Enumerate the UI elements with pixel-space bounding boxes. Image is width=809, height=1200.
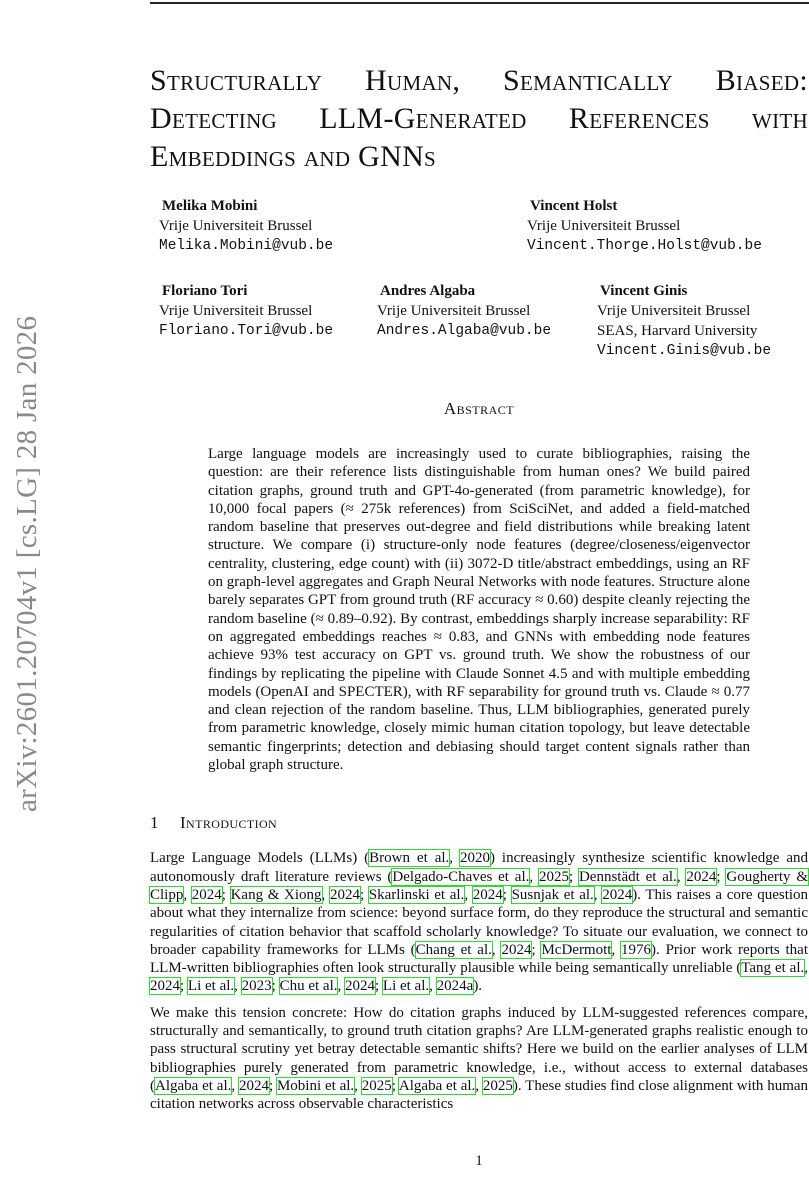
citation-link[interactable]: McDermott: [541, 941, 612, 958]
author-block: [597, 281, 771, 361]
paragraph-text: ;: [268, 1077, 277, 1094]
citation-link[interactable]: 2024: [238, 1077, 269, 1094]
paragraph-text: ;: [391, 1077, 399, 1094]
paragraph-text: ;: [271, 978, 280, 995]
author-block: [159, 196, 333, 256]
arxiv-stamp: arXiv:2601.20704v1 [cs.LG] 28 Jan 2026: [11, 315, 43, 812]
paragraph-text: ,: [231, 1077, 239, 1094]
section-title: Introduction: [180, 813, 278, 833]
citation-link[interactable]: Susnjak et al.: [511, 886, 594, 903]
author-affiliation: SEAS, Harvard University: [597, 323, 758, 339]
paragraph-text: ) increasingly synthesize scientific knowledge and autonomously draft literature reviews (: [150, 850, 808, 885]
citation-link[interactable]: Dennstädt et al.: [578, 868, 677, 885]
paragraph-text: ;: [180, 978, 188, 995]
intro-paragraph: [150, 849, 808, 995]
citation-link[interactable]: 2024: [686, 868, 717, 885]
paragraph-text: ,: [429, 978, 437, 995]
paragraph-text: We make this tension concrete: How do citation graphs induced by LLM-suggested references compare, structurally and semantically, to ground truth citation graphs? Are LLM-generated graphs realistic enough to pass structural scrutiny yet betray detectable semantic shifts? Here we build on the earlier analyses of LLM bibliographies purely generated from parametric knowledge, i.e., without access to external databases (: [150, 1004, 808, 1094]
author-name: Andres Algaba: [380, 283, 476, 299]
citation-link[interactable]: Gougherty & Clipp: [150, 868, 809, 903]
main-flow: [150, 398, 808, 1170]
citation-link[interactable]: 2024a: [436, 978, 474, 995]
paragraph-text: Large Language Models (LLMs) (: [150, 850, 370, 867]
citation-link[interactable]: Chu et al.: [279, 978, 338, 995]
author-name: Floriano Tori: [162, 283, 248, 299]
paragraph-text: ;: [568, 868, 579, 885]
paragraph-text: ,: [804, 960, 808, 977]
author-email[interactable]: Melika.Mobini@vub.be: [159, 238, 334, 254]
citation-link[interactable]: 2023: [241, 978, 272, 995]
paper-title: [150, 62, 808, 176]
author-email[interactable]: Floriano.Tori@vub.be: [159, 323, 334, 339]
paragraph-text: ). This raises a core question about what they internalize from science: beyond surface form, do they reproduce the structural and semantic regularities of citation behavior that scaffold scholarly knowledge? To situate our evaluation, we connect to broader capability frameworks for LLMs (: [150, 886, 809, 958]
paragraph-text: ;: [716, 868, 727, 885]
citation-link[interactable]: Li et al.: [187, 978, 235, 995]
author-name: Vincent Holst: [530, 198, 618, 214]
paragraph-text: ).: [473, 978, 483, 995]
paragraph-text: ;: [374, 978, 383, 995]
citation-link[interactable]: 2025: [538, 868, 569, 885]
paragraph-text: ,: [464, 886, 473, 903]
paragraph-text: ;: [221, 886, 231, 903]
citation-link[interactable]: Skarlinski et al.: [368, 886, 465, 903]
citation-link[interactable]: 2024: [191, 886, 222, 903]
citation-link[interactable]: Mobini et al.: [276, 1077, 355, 1094]
citation-link[interactable]: 2025: [482, 1077, 513, 1094]
author-email[interactable]: Vincent.Thorge.Holst@vub.be: [527, 238, 762, 254]
paragraph-text: ,: [449, 850, 460, 867]
paragraph-text: ,: [234, 978, 242, 995]
abstract-text: Large language models are increasingly used to curate bibliographies, raising the question: are their reference lists distinguishable from human ones? We build paired citation graphs, ground truth and GPT-4o-generated (from parametric knowledge), for 10,000 focal papers (≈ 275k references) from SciSciNet, and added a field-matched random baseline that preserves out-degree and field distributions while breaking latent structure. We compare (i) structure-only node features (degree/closeness/eigenvector centrality, clustering, edge count) with (ii) 3072-D title/abstract embeddings, using an RF on graph-level aggregates and Graph Neural Networks with node features. Structure alone barely separates GPT from ground truth (RF accuracy ≈ 0.60) despite cleanly rejecting the random baseline (≈ 0.89–0.92). By contrast, embeddings sharply increase separability: RF on aggregated embeddings reaches ≈ 0.83, and GNNs with embedding node features achieve 93% test accuracy on GPT vs. ground truth. We show the robustness of our findings by replicating the pipeline with Claude Sonnet 4.5 and with multiple embedding models (OpenAI and SPECTER), with RF separability for ground truth vs. Claude ≈ 0.77 and clean rejection of the random baseline. Thus, LLM bibliographies, generated purely from parametric knowledge, closely mimic human citation topology, but leave detectable semantic fingerprints; detection and debiasing should target content signals rather than global graph structure.: [208, 446, 750, 774]
author-name: Melika Mobini: [162, 198, 258, 214]
author-block: [377, 281, 551, 341]
author-affiliation: Vrije Universiteit Brussel: [159, 218, 313, 234]
section-number: 1: [150, 813, 159, 833]
citation-link[interactable]: 2024: [501, 941, 532, 958]
paragraph-text: ,: [354, 1077, 362, 1094]
citation-link[interactable]: 2024: [472, 886, 503, 903]
author-affiliation: Vrije Universiteit Brussel: [159, 303, 313, 319]
intro-paragraph: [150, 1004, 808, 1114]
paragraph-text: ). Prior work reports that LLM-written bibliographies often look structurally plausible while being semantically unreliable (: [150, 941, 809, 977]
section-heading: [150, 812, 808, 834]
paragraph-text: ;: [359, 886, 369, 903]
author-name: Vincent Ginis: [600, 283, 688, 299]
paragraph-text: ,: [491, 941, 502, 958]
abstract-heading: Abstract: [443, 399, 515, 418]
title-line: Detecting LLM-Generated References with: [150, 102, 808, 135]
citation-link[interactable]: Algaba et al.: [155, 1077, 232, 1094]
title-line: Embeddings and GNNs: [150, 140, 437, 173]
citation-link[interactable]: 2024: [602, 886, 633, 903]
author-block: [527, 196, 762, 256]
citation-link[interactable]: Delgado-Chaves et al.: [392, 868, 530, 885]
citation-link[interactable]: 2025: [361, 1077, 392, 1094]
author-block: [159, 281, 333, 341]
paragraph-text: ,: [321, 886, 330, 903]
citation-link[interactable]: Chang et al.: [415, 941, 492, 958]
page-number: 1: [475, 1152, 483, 1169]
paragraph-text: ). These studies find close alignment with human citation networks across observable characteristics: [150, 1077, 809, 1113]
citation-link[interactable]: 2024: [344, 978, 375, 995]
paragraph-text: ,: [529, 868, 539, 885]
author-affiliation: Vrije Universiteit Brussel: [597, 303, 751, 319]
author-email[interactable]: Vincent.Ginis@vub.be: [597, 343, 772, 359]
header-rule: [150, 2, 809, 4]
citation-link[interactable]: 1976: [621, 941, 652, 958]
paragraph-text: ,: [676, 868, 687, 885]
author-affiliation: Vrije Universiteit Brussel: [377, 303, 531, 319]
citation-link[interactable]: 2024: [329, 886, 360, 903]
paragraph-text: ,: [593, 886, 603, 903]
citation-link[interactable]: Tang et al.: [741, 960, 805, 977]
citation-link[interactable]: 2024: [150, 978, 180, 995]
citation-link[interactable]: Algaba et al.: [398, 1077, 476, 1094]
author-email[interactable]: Andres.Algaba@vub.be: [377, 323, 552, 339]
paragraph-text: ,: [337, 978, 345, 995]
paragraph-text: ,: [475, 1077, 483, 1094]
paragraph-text: ,: [183, 886, 192, 903]
paragraph-text: ;: [502, 886, 512, 903]
citation-link[interactable]: Li et al.: [382, 978, 430, 995]
author-affiliation: Vrije Universiteit Brussel: [527, 218, 681, 234]
paragraph-text: ,: [611, 941, 622, 958]
paragraph-text: ;: [531, 941, 542, 958]
title-line: Structurally Human, Semantically Biased:: [150, 64, 808, 97]
citation-link[interactable]: Kang & Xiong: [230, 886, 322, 903]
citation-link[interactable]: Brown et al.: [369, 850, 450, 867]
citation-link[interactable]: 2020: [459, 850, 490, 867]
